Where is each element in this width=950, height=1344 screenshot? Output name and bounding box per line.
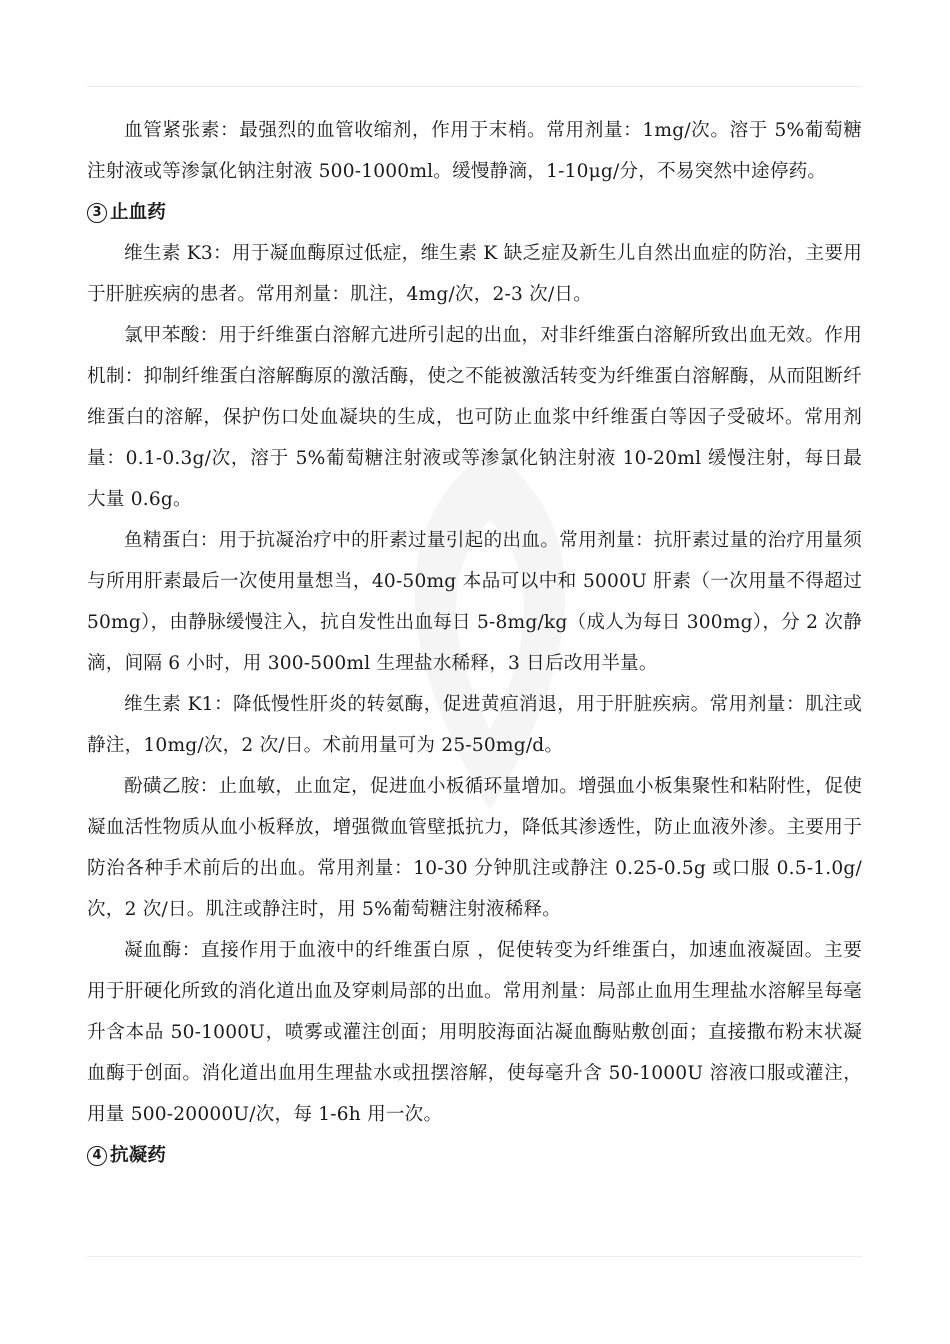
footer-rule <box>87 1256 862 1257</box>
header-rule <box>87 86 862 87</box>
paragraph-thrombin: 凝血酶：直接作用于血液中的纤维蛋白原 ，促使转变为纤维蛋白，加速血液凝固。主要用于肝硬化所致的消化道出血及穿刺局部的出血。常用剂量：局部止血用生理盐水溶解呈每毫升含本品 50-1000U，喷雾或灌注创面；用明胶海面沾凝血酶贴敷创面；直接撒布粉末状凝血酶于创面。消化道出血用生理盐水或扭摆溶解，使每毫升含 50-1000U 溶液口服或灌注，用量 500-20000U/次，每 1-6h 用一次。 <box>87 940 862 1125</box>
circled-number-4: 4 <box>87 1146 107 1166</box>
section-heading-hemostatics <box>87 192 862 233</box>
paragraph-vitamin-k3: 维生素 K3：用于凝血酶原过低症，维生素 K 缺乏症及新生儿自然出血症的防治，主要用于肝脏疾病的患者。常用剂量：肌注，4mg/次，2-3 次/日。 <box>87 243 862 305</box>
section-title-hemostatics: 止血药 <box>110 202 166 223</box>
section-heading-anticoagulants <box>87 1135 862 1176</box>
paragraph-vitamin-k1: 维生素 K1：降低慢性肝炎的转氨酶，促进黄疸消退，用于肝脏疾病。常用剂量：肌注或静注，10mg/次，2 次/日。术前用量可为 25-50mg/d。 <box>87 694 862 756</box>
section-title-anticoagulants: 抗凝药 <box>110 1145 166 1166</box>
paragraph-aminomethylbenzoic-acid: 氯甲苯酸：用于纤维蛋白溶解亢进所引起的出血，对非纤维蛋白溶解所致出血无效。作用机制：抑制纤维蛋白溶解酶原的激活酶，使之不能被激活转变为纤维蛋白溶解酶，从而阻断纤维蛋白的溶解，保护伤口处血凝块的生成，也可防止血浆中纤维蛋白等因子受破坏。常用剂量：0.1-0.3g/次，溶于 5%葡萄糖注射液或等渗氯化钠注射液 10-20ml 缓慢注射，每日最大量 0.6g。 <box>87 325 862 510</box>
paragraph-angiotensin: 血管紧张素：最强烈的血管收缩剂，作用于末梢。常用剂量：1mg/次。溶于 5%葡萄糖注射液或等渗氯化钠注射液 500-1000ml。缓慢静滴，1-10μg/分，不易突然中途停药。 <box>87 120 862 182</box>
document-body <box>87 110 862 1176</box>
paragraph-protamine: 鱼精蛋白：用于抗凝治疗中的肝素过量引起的出血。常用剂量：抗肝素过量的治疗用量须与所用肝素最后一次使用量想当，40-50mg 本品可以中和 5000U 肝素（一次用量不得超过 50mg），由静脉缓慢注入，抗自发性出血每日 5-8mg/kg（成人为每日 300mg），分 2 次静滴，间隔 6 小时，用 300-500ml 生理盐水稀释，3 日后改用半量。 <box>87 530 862 674</box>
paragraph-etamsylate: 酚磺乙胺：止血敏，止血定，促进血小板循环量增加。增强血小板集聚性和粘附性，促使凝血活性物质从血小板释放，增强微血管壁抵抗力，降低其渗透性，防止血液外渗。主要用于防治各种手术前后的出血。常用剂量：10-30 分钟肌注或静注 0.25-0.5g 或口服 0.5-1.0g/次，2 次/日。肌注或静注时，用 5%葡萄糖注射液稀释。 <box>87 776 862 920</box>
circled-number-3: 3 <box>87 203 107 223</box>
